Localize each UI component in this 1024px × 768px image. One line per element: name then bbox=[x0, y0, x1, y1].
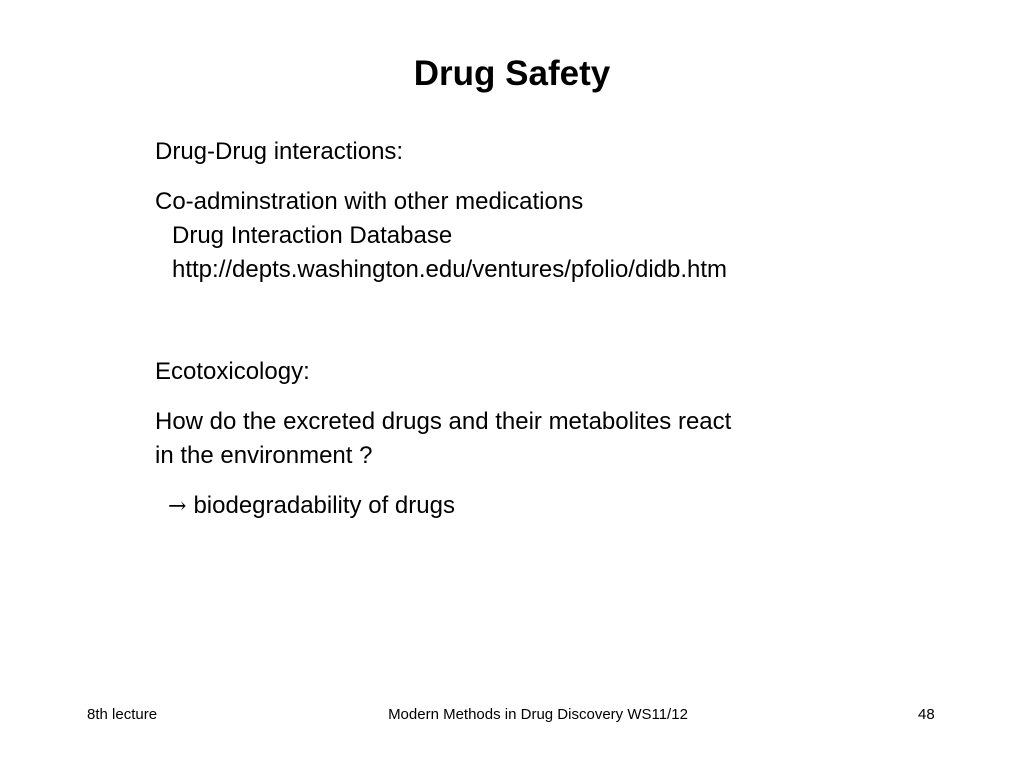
body-text: Co-adminstration with other medications bbox=[155, 188, 584, 215]
footer-lecture: 8th lecture bbox=[87, 706, 158, 723]
database-url: http://depts.washington.edu/ventures/pfolio/didb.htm bbox=[172, 256, 728, 283]
section-heading: Ecotoxicology: bbox=[155, 358, 310, 385]
footer-course-title: Modern Methods in Drug Discovery WS11/12 bbox=[388, 706, 688, 723]
section-drug-interactions bbox=[155, 135, 875, 287]
right-arrow-icon: → bbox=[168, 494, 187, 519]
section-heading: Drug-Drug interactions: bbox=[155, 138, 404, 165]
database-name: Drug Interaction Database bbox=[172, 222, 453, 249]
conclusion-line bbox=[155, 489, 875, 524]
body-text: How do the excreted drugs and their metabolites react bbox=[155, 408, 732, 435]
slide-content bbox=[155, 135, 875, 524]
body-text: in the environment ? bbox=[155, 442, 373, 469]
slide-title: Drug Safety bbox=[413, 54, 611, 93]
section-ecotoxicology bbox=[155, 355, 875, 524]
conclusion-text: biodegradability of drugs bbox=[193, 492, 455, 519]
footer-page-number: 48 bbox=[918, 706, 935, 723]
